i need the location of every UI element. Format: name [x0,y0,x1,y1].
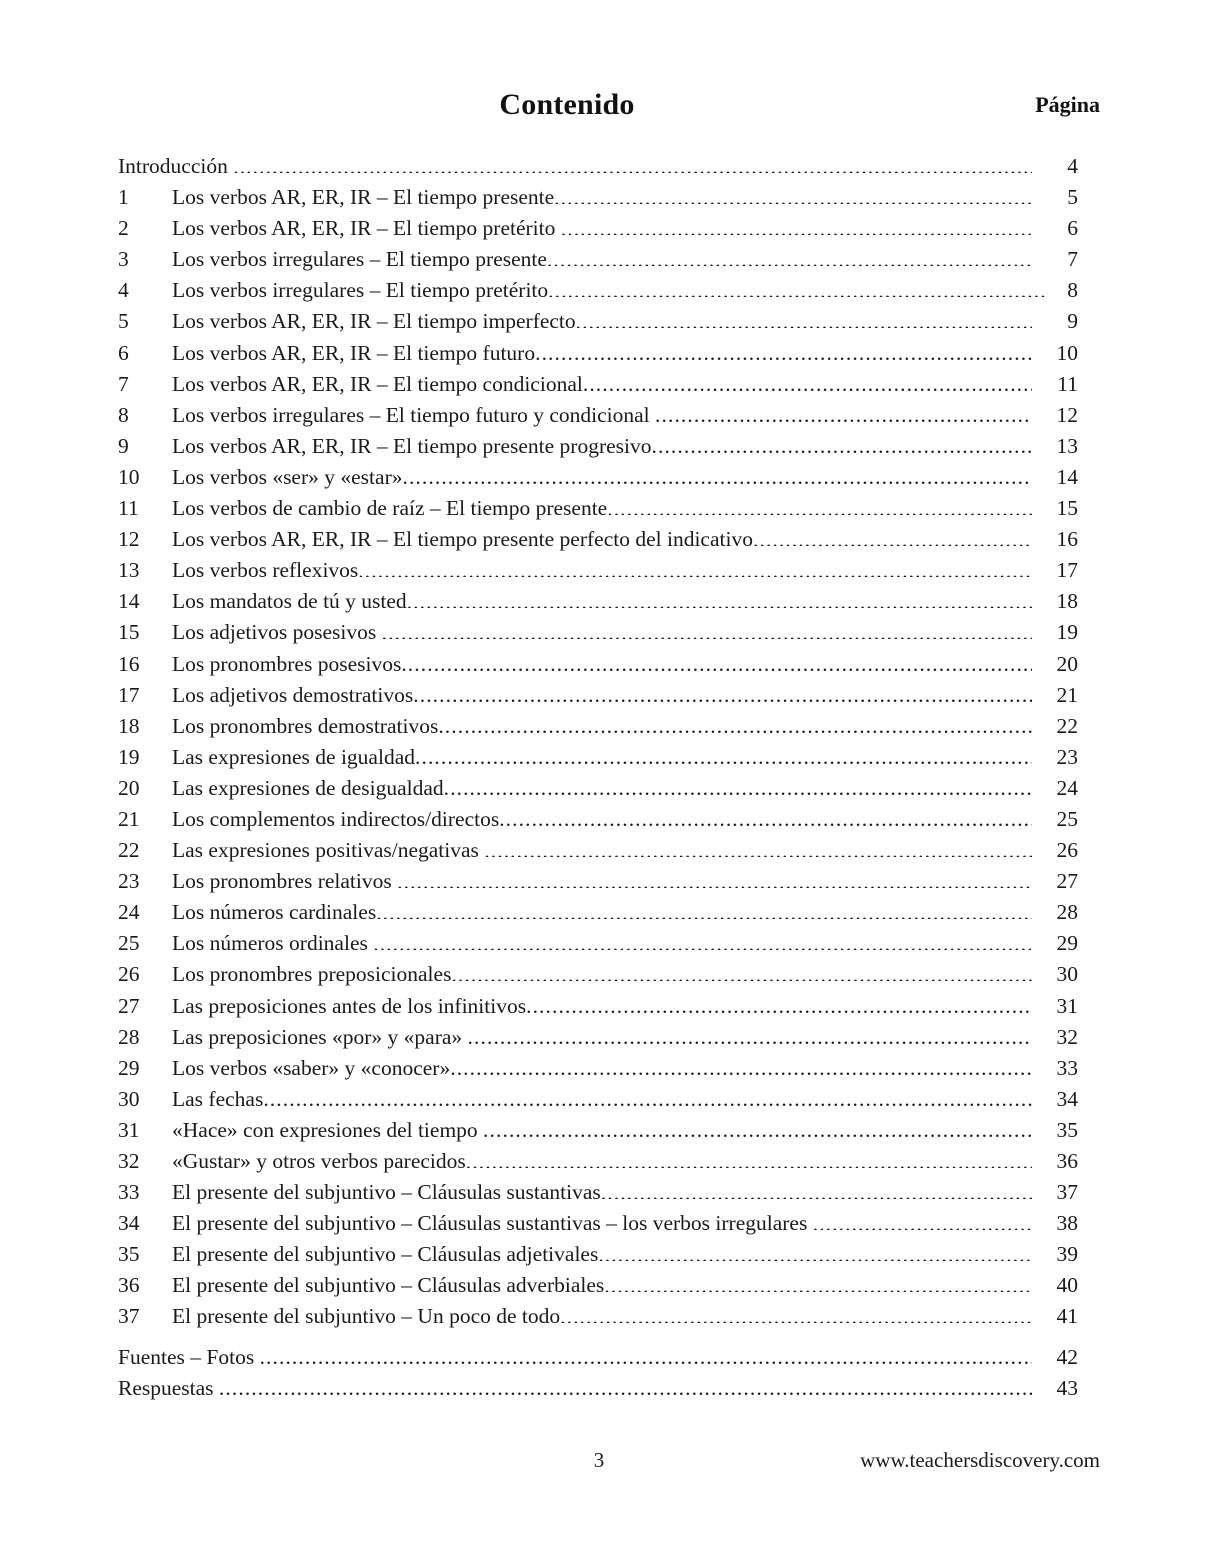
toc-entry-number: 33 [118,1180,140,1205]
toc-dot-leader [484,836,1032,858]
toc-entry-title: Los pronombres preposicionales [172,962,452,987]
toc-entry-title: Las expresiones de igualdad [172,744,415,769]
toc-entry-page-number: 24 [1056,775,1078,800]
toc-entry-title: Los adjetivos posesivos [172,620,377,645]
toc-entry-title: Los pronombres posesivos [172,651,402,676]
footer-website-url: www.teachersdiscovery.com [860,1448,1100,1472]
toc-entry-page-number: 8 [1067,278,1078,303]
toc-entry-page-number: 15 [1056,496,1078,521]
toc-entry-page-number: 43 [1056,1375,1078,1400]
page-title: Contenido [499,88,635,121]
toc-dot-leader [413,680,1032,702]
toc-entry-number: 32 [118,1149,140,1173]
toc-entry[interactable] [118,400,1078,431]
toc-dot-leader [401,649,1032,671]
toc-entry[interactable] [118,991,1078,1022]
toc-entry[interactable] [118,369,1078,400]
toc-entry-title: Los verbos «ser» y «estar» [172,464,403,489]
toc-entry[interactable] [118,524,1078,555]
toc-entry-number: 14 [118,589,140,614]
toc-entry-title: Los verbos AR, ER, IR – El tiempo imperfecto [172,309,576,334]
toc-entry[interactable] [118,897,1078,928]
toc-dot-leader [813,1209,1032,1231]
toc-dot-leader [583,369,1032,391]
toc-entry-title: Los verbos AR, ER, IR – El tiempo pretérito [172,216,556,241]
toc-entry[interactable] [118,244,1078,275]
toc-entry-page-number: 41 [1056,1304,1078,1329]
toc-entry[interactable] [118,1208,1078,1239]
toc-entry-number: 6 [118,340,129,365]
toc-entry-title: Los verbos AR, ER, IR – El tiempo presente progresivo [172,433,652,458]
toc-dot-leader [466,1147,1032,1169]
toc-entry[interactable] [118,711,1078,742]
toc-entry-number: 5 [118,309,129,334]
toc-entry-number: 20 [118,775,140,800]
toc-entry-page-number: 21 [1056,682,1078,707]
toc-entry[interactable] [118,431,1078,462]
toc-entry-page-number: 35 [1056,1117,1078,1142]
toc-entry-number: 34 [118,1211,140,1236]
toc-entry[interactable] [118,1053,1078,1084]
toc-dot-leader [483,1115,1032,1137]
toc-entry-number: 27 [118,993,140,1018]
toc-dot-leader [407,587,1032,609]
toc-entry-page-number: 12 [1056,402,1078,427]
toc-dot-leader [601,1178,1032,1200]
toc-dot-leader [652,431,1033,453]
toc-entry-number: 35 [118,1242,140,1267]
toc-entry[interactable] [118,462,1078,493]
toc-entry-title: Los verbos AR, ER, IR – El tiempo futuro [172,340,536,365]
toc-entry-number: 19 [118,744,140,769]
toc-entry-number: 23 [118,869,140,894]
toc-entry-page-number: 26 [1056,838,1078,863]
toc-entry-page-number: 27 [1056,869,1078,894]
toc-entry-number: 18 [118,713,140,738]
toc-dot-leader [397,867,1032,889]
toc-entry-number: 9 [118,433,129,458]
toc-entry-number: 17 [118,682,140,707]
toc-dot-leader [548,276,1048,298]
toc-dot-leader [561,214,1032,236]
toc-dot-leader [598,1240,1032,1262]
toc-entry-number: 37 [118,1304,140,1329]
toc-entry[interactable] [118,835,1078,866]
toc-entry-page-number: 4 [1067,154,1078,178]
toc-entry-number: 24 [118,900,140,925]
toc-dot-leader [219,1373,1032,1395]
toc-entry[interactable] [118,306,1078,337]
toc-entry[interactable] [118,1373,1078,1404]
toc-separator [118,1333,1078,1342]
toc-entry[interactable] [118,1084,1078,1115]
toc-entry[interactable] [118,555,1078,586]
toc-entry[interactable] [118,1301,1078,1332]
toc-entry[interactable] [118,1342,1078,1373]
toc-entry-page-number: 13 [1056,433,1078,458]
toc-entry-title: Introducción [118,154,228,178]
toc-entry-number: 13 [118,558,140,583]
toc-entry-page-number: 29 [1056,931,1078,956]
toc-entry-title: Las expresiones de desigualdad [172,775,444,800]
toc-entry[interactable] [118,1270,1078,1301]
toc-dot-leader [499,804,1032,826]
toc-dot-leader [560,1302,1032,1324]
toc-entry-title: Los verbos de cambio de raíz – El tiempo presente [172,496,608,521]
toc-entry-number: 11 [118,496,139,521]
toc-dot-leader [233,152,1032,174]
toc-entry-page-number: 9 [1067,309,1078,334]
toc-entry[interactable] [118,742,1078,773]
toc-entry-page-number: 22 [1056,713,1078,738]
toc-dot-leader [753,525,1032,547]
toc-entry-page-number: 23 [1056,744,1078,769]
toc-entry[interactable] [118,773,1078,804]
toc-entry-number: 36 [118,1273,140,1298]
toc-dot-leader [376,898,1032,920]
toc-entry-title: «Gustar» y otros verbos parecidos [172,1149,466,1173]
page-footer [118,1448,1100,1482]
toc-dot-leader [526,991,1032,1013]
toc-entry-title: Fuentes – Fotos [118,1344,255,1369]
toc-dot-leader [438,711,1032,733]
toc-dot-leader [535,338,1032,360]
table-of-contents [118,151,1078,1404]
toc-entry-title: Los mandatos de tú y usted [172,589,407,614]
toc-entry-title: Los verbos irregulares – El tiempo presente [172,247,547,272]
toc-entry-number: 3 [118,247,129,272]
toc-entry-title: Los pronombres demostrativos [172,713,439,738]
toc-dot-leader [468,1022,1032,1044]
toc-entry-number: 21 [118,806,140,831]
toc-entry-page-number: 7 [1067,247,1078,272]
toc-entry-number: 2 [118,216,129,241]
toc-entry[interactable] [118,182,1078,213]
toc-entry-number: 12 [118,527,140,552]
toc-entry-title: Los verbos AR, ER, IR – El tiempo presente [172,185,555,210]
toc-dot-leader [260,1342,1032,1364]
toc-entry-title: El presente del subjuntivo – Cláusulas adverbiales [172,1273,605,1298]
toc-entry-page-number: 17 [1056,558,1078,583]
page-header [118,88,1100,134]
toc-entry-page-number: 40 [1056,1273,1078,1298]
toc-dot-leader [263,1084,1032,1106]
toc-entry[interactable] [118,151,1078,182]
toc-entry[interactable] [118,1115,1078,1146]
toc-entry-number: 1 [118,185,129,210]
toc-entry-page-number: 30 [1056,962,1078,987]
toc-entry-page-number: 5 [1067,185,1078,210]
toc-entry-title: Las fechas [172,1086,264,1111]
toc-entry-number: 30 [118,1086,140,1111]
toc-entry-number: 10 [118,464,140,489]
toc-entry-number: 31 [118,1117,140,1142]
toc-entry-number: 22 [118,838,140,863]
toc-entry[interactable] [118,959,1078,990]
toc-entry-page-number: 33 [1056,1055,1078,1080]
toc-entry-title: Los adjetivos demostrativos [172,682,414,707]
toc-dot-leader [554,183,1032,205]
toc-entry-title: Respuestas [118,1375,214,1400]
toc-entry-page-number: 36 [1056,1149,1078,1173]
toc-entry-number: 28 [118,1024,140,1049]
toc-entry-page-number: 18 [1056,589,1078,614]
page-column-header: Página [1035,92,1100,117]
toc-entry-page-number: 10 [1056,340,1078,365]
toc-entry[interactable] [118,1177,1078,1208]
toc-entry-page-number: 34 [1056,1086,1078,1111]
toc-entry[interactable] [118,586,1078,617]
toc-entry-number: 16 [118,651,140,676]
toc-entry-title: Las preposiciones antes de los infinitivos [172,993,527,1018]
toc-dot-leader [402,462,1032,484]
toc-entry-number: 29 [118,1055,140,1080]
toc-entry-page-number: 32 [1056,1024,1078,1049]
toc-entry-number: 8 [118,402,129,427]
toc-entry-page-number: 42 [1056,1344,1078,1369]
toc-dot-leader [358,556,1032,578]
toc-dot-leader [415,742,1032,764]
toc-entry[interactable] [118,649,1078,680]
toc-entry-number: 7 [118,371,129,396]
toc-entry-page-number: 31 [1056,993,1078,1018]
toc-entry[interactable] [118,1146,1078,1177]
toc-entry-number: 4 [118,278,129,303]
toc-dot-leader [604,1271,1032,1293]
toc-entry-page-number: 28 [1056,900,1078,925]
toc-entry[interactable] [118,680,1078,711]
toc-entry[interactable] [118,338,1078,369]
toc-entry-number: 25 [118,931,140,956]
toc-entry[interactable] [118,213,1078,244]
toc-entry-title: Los complementos indirectos/directos [172,806,500,831]
toc-entry-title: Las preposiciones «por» y «para» [172,1024,463,1049]
toc-entry-title: El presente del subjuntivo – Cláusulas adjetivales [172,1242,599,1267]
toc-dot-leader [450,1053,1032,1075]
toc-dot-leader [382,618,1032,640]
toc-entry-title: Las expresiones positivas/negativas [172,838,479,863]
toc-entry-page-number: 25 [1056,806,1078,831]
toc-entry-title: Los números cardinales [172,900,377,925]
toc-entry-title: El presente del subjuntivo – Cláusulas sustantivas – los verbos irregulares [172,1211,808,1236]
toc-dot-leader [444,773,1032,795]
toc-entry-title: Los verbos «saber» y «conocer» [172,1055,451,1080]
toc-entry-title: Los verbos irregulares – El tiempo futuro y condicional [172,402,650,427]
toc-entry-page-number: 37 [1056,1180,1078,1205]
toc-dot-leader [547,245,1032,267]
toc-entry-title: El presente del subjuntivo – Un poco de todo [172,1304,561,1329]
toc-entry-page-number: 38 [1056,1211,1078,1236]
toc-entry[interactable] [118,1022,1078,1053]
toc-entry[interactable] [118,1239,1078,1270]
toc-entry-number: 15 [118,620,140,645]
toc-entry[interactable] [118,275,1078,306]
toc-dot-leader [451,960,1032,982]
toc-entry-page-number: 11 [1057,371,1078,396]
toc-entry-page-number: 39 [1056,1242,1078,1267]
toc-entry[interactable] [118,493,1078,524]
toc-entry[interactable] [118,928,1078,959]
toc-entry-page-number: 20 [1056,651,1078,676]
toc-entry-title: El presente del subjuntivo – Cláusulas sustantivas [172,1180,601,1205]
toc-entry[interactable] [118,804,1078,835]
toc-entry-title: Los verbos irregulares – El tiempo pretérito [172,278,549,303]
toc-entry-page-number: 14 [1056,464,1078,489]
toc-entry-number: 26 [118,962,140,987]
toc-entry-title: Los verbos AR, ER, IR – El tiempo presente perfecto del indicativo [172,527,753,552]
toc-entry-page-number: 6 [1067,216,1078,241]
toc-entry[interactable] [118,866,1078,897]
toc-dot-leader [373,929,1032,951]
toc-entry-title: Los pronombres relativos [172,869,392,894]
toc-dot-leader [607,494,1032,516]
toc-dot-leader [576,307,1032,329]
toc-entry-page-number: 19 [1056,620,1078,645]
toc-entry-title: Los números ordinales [172,931,368,956]
toc-entry-title: «Hace» con expresiones del tiempo [172,1117,478,1142]
toc-entry-page-number: 16 [1056,527,1078,552]
toc-entry[interactable] [118,617,1078,648]
toc-entry-title: Los verbos reflexivos [172,558,359,583]
toc-dot-leader [655,400,1032,422]
toc-entry-title: Los verbos AR, ER, IR – El tiempo condicional [172,371,583,396]
footer-page-number: 3 [593,1448,605,1472]
